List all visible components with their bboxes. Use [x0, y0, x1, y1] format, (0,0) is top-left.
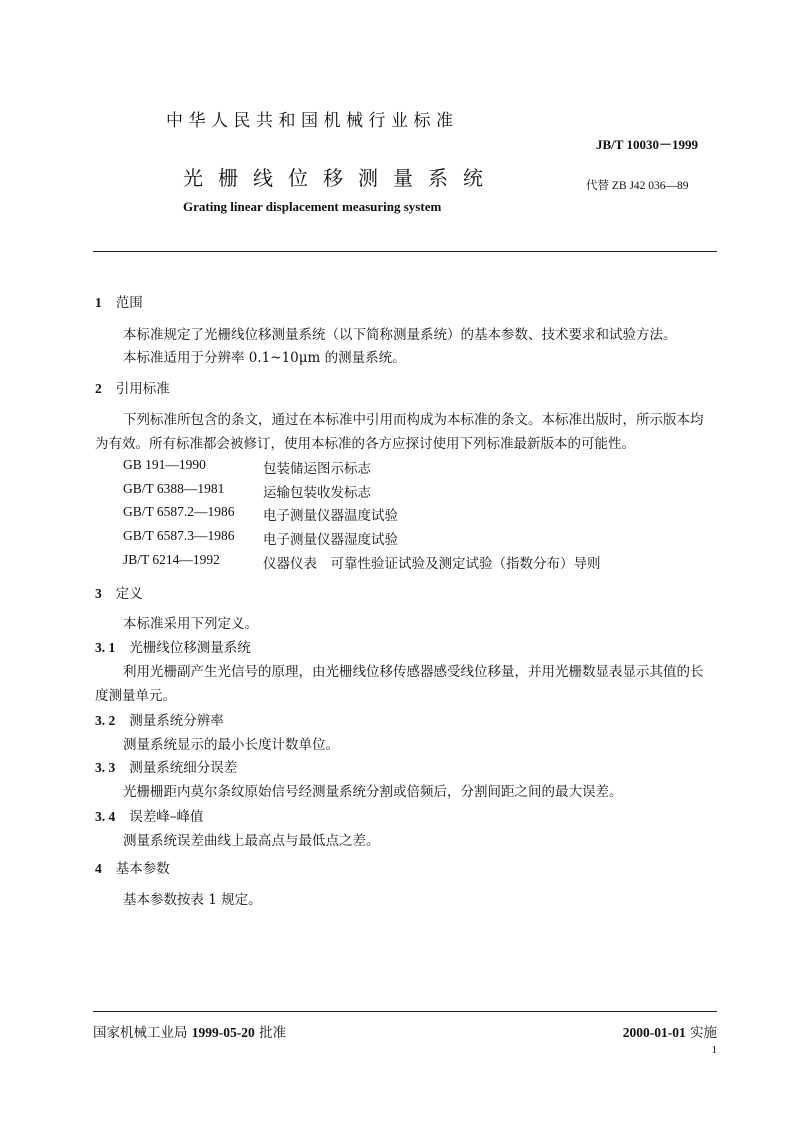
paragraph: 本标准采用下列定义。 [123, 616, 258, 632]
subsection-title: 光栅线位移测量系统 [129, 640, 251, 656]
header-divider [93, 251, 717, 252]
implementation-line [623, 1021, 717, 1041]
reference-name: 电子测量仪器湿度试验 [263, 532, 398, 548]
definition-3-3-heading [95, 756, 237, 776]
footer-divider [93, 1011, 717, 1012]
paragraph: 测量系统显示的最小长度计数单位。 [123, 737, 339, 753]
reference-name: 仪器仪表 可靠性验证试验及测定试验（指数分布）导则 [263, 556, 601, 572]
section-3-heading [95, 582, 143, 602]
implementation-label: 实施 [690, 1025, 717, 1041]
section-number: 4 [95, 861, 102, 876]
page-number: 1 [711, 1044, 717, 1056]
subsection-number: 3. 1 [95, 640, 116, 655]
reference-code: JB/T 6214—1992 [123, 552, 220, 567]
issuer: 国家机械工业局 [93, 1025, 188, 1041]
section-1-heading [95, 291, 143, 311]
section-title: 引用标准 [115, 381, 170, 397]
paragraph: 下列标准所包含的条文，通过在本标准中引用而构成为本标准的条文。本标准出版时，所示版本均 [123, 412, 704, 428]
definition-3-2-heading [95, 709, 224, 729]
paragraph: 本标准规定了光栅线位移测量系统（以下简称测量系统）的基本参数、技术要求和试验方法。 [123, 327, 677, 343]
reference-name: 运输包装收发标志 [263, 485, 371, 501]
reference-name: 包装储运图示标志 [263, 461, 371, 477]
reference-code: GB 191—1990 [123, 457, 206, 472]
definition-3-4-heading [95, 805, 204, 825]
paragraph: 基本参数按表 1 规定。 [123, 892, 262, 908]
section-2-heading [95, 377, 170, 397]
subsection-title: 测量系统细分误差 [129, 760, 238, 776]
industry-standard-heading: 中华人民共和国机械行业标准 [166, 111, 459, 131]
replaces-standard: 代替 ZB J42 036—89 [586, 180, 689, 192]
subsection-number: 3. 2 [95, 713, 116, 728]
section-title: 范围 [115, 295, 143, 311]
paragraph-continuation: 度测量单元。 [95, 688, 176, 704]
approve-label: 批准 [259, 1025, 287, 1041]
section-title: 基本参数 [115, 861, 170, 877]
subsection-title: 误差峰–峰值 [129, 809, 204, 825]
paragraph-continuation: 为有效。所有标准都会被修订，使用本标准的各方应探讨使用下列标准最新版本的可能性。 [95, 436, 635, 452]
paragraph: 本标准适用于分辨率 0.1~10μm 的测量系统。 [123, 350, 406, 366]
document-title-en: Grating linear displacement measuring system [183, 199, 442, 214]
section-number: 2 [95, 381, 102, 396]
paragraph: 测量系统误差曲线上最高点与最低点之差。 [123, 833, 380, 849]
section-number: 3 [95, 586, 102, 601]
subsection-title: 测量系统分辨率 [129, 713, 224, 729]
reference-code: GB/T 6587.2—1986 [123, 504, 235, 519]
definition-3-1-heading [95, 636, 251, 656]
section-title: 定义 [115, 586, 143, 602]
reference-code: GB/T 6587.3—1986 [123, 528, 235, 543]
reference-name: 电子测量仪器温度试验 [263, 508, 398, 524]
approval-line [93, 1021, 286, 1041]
implementation-date: 2000-01-01 [622, 1025, 686, 1040]
paragraph: 利用光栅副产生光信号的原理，由光栅线位移传感器感受线位移量，并用光栅数显表显示其值的长 [123, 664, 704, 680]
section-number: 1 [95, 295, 102, 310]
section-4-heading [95, 857, 170, 877]
subsection-number: 3. 4 [95, 809, 116, 824]
approve-date: 1999-05-20 [191, 1025, 255, 1040]
standard-number: JB/T 10030－1999 [596, 137, 698, 152]
reference-code: GB/T 6388—1981 [123, 481, 225, 496]
document-title-cn: 光栅线位移测量系统 [183, 166, 498, 190]
paragraph: 光栅栅距内莫尔条纹原始信号经测量系统分割或倍频后，分割间距之间的最大误差。 [123, 784, 623, 800]
subsection-number: 3. 3 [95, 760, 116, 775]
